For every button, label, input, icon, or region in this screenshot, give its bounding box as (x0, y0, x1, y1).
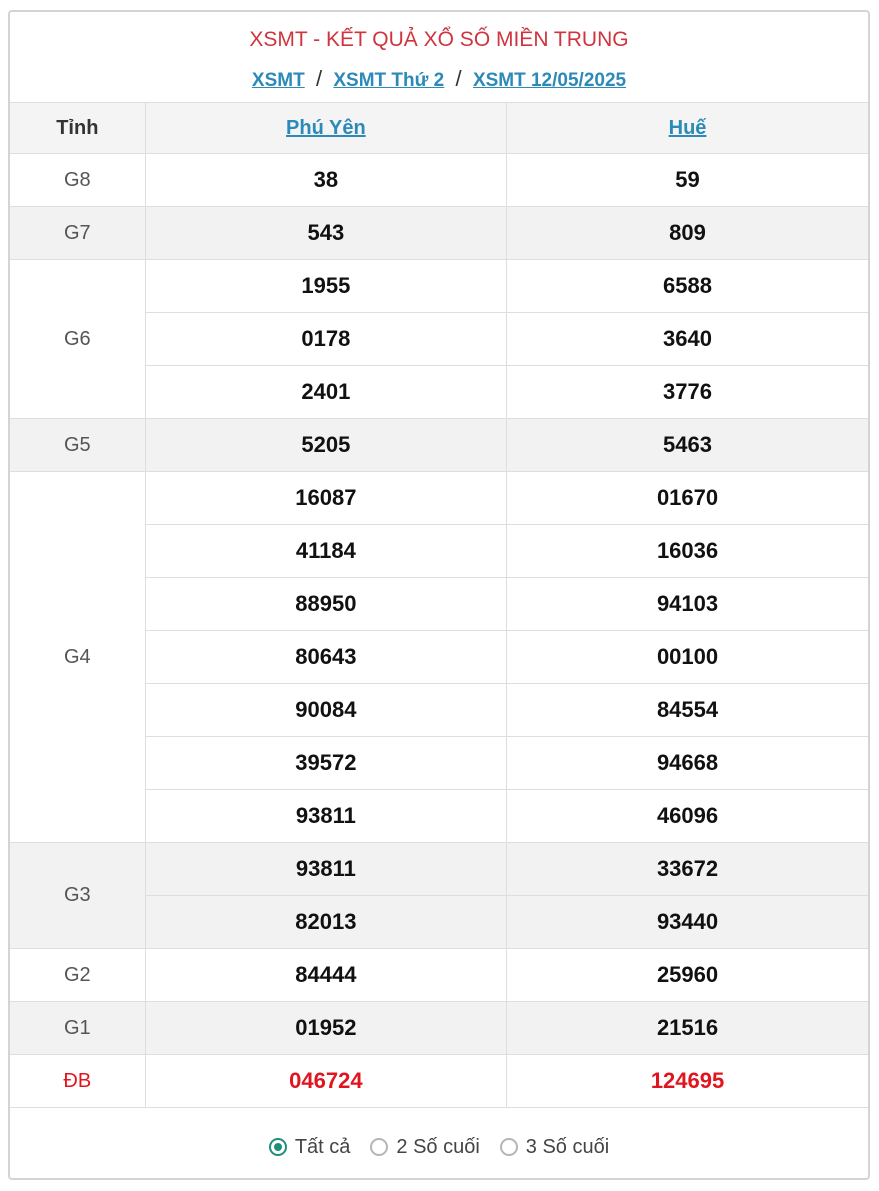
table-row (10, 1002, 868, 1055)
filter-option-label: 2 Số cuối (396, 1135, 480, 1158)
radio-unselected-icon[interactable] (500, 1138, 518, 1156)
result-phu-yen: 01952 (145, 1002, 506, 1055)
result-hue: 33672 (507, 843, 868, 896)
filter-option-label: 3 Số cuối (525, 1135, 610, 1158)
result-hue: 6588 (507, 260, 868, 313)
column-header-province: Tỉnh (10, 103, 145, 154)
result-phu-yen: 80643 (145, 631, 506, 684)
breadcrumb (10, 66, 868, 92)
digit-filter (10, 1116, 868, 1178)
column-header-hue (507, 103, 868, 154)
result-hue: 93440 (507, 896, 868, 949)
table-row (10, 472, 868, 525)
filter-option-label: Tất cả (294, 1135, 351, 1158)
breadcrumb-separator: / (315, 66, 323, 91)
table-row (10, 154, 868, 207)
result-hue: 00100 (507, 631, 868, 684)
result-hue: 124695 (507, 1055, 868, 1108)
result-hue: 01670 (507, 472, 868, 525)
breadcrumb-xsmt-date-link[interactable]: XSMT 12/05/2025 (472, 70, 627, 91)
table-row (10, 949, 868, 1002)
radio-selected-icon[interactable] (269, 1138, 287, 1156)
result-hue: 46096 (507, 790, 868, 843)
prize-label: G4 (10, 472, 145, 843)
breadcrumb-xsmt-thu2-link[interactable]: XSMT Thứ 2 (333, 70, 445, 91)
filter-option-last-2[interactable] (370, 1136, 479, 1159)
prize-label: ĐB (10, 1055, 145, 1108)
result-hue: 25960 (507, 949, 868, 1002)
result-phu-yen: 0178 (145, 313, 506, 366)
result-phu-yen: 41184 (145, 525, 506, 578)
prize-label: G2 (10, 949, 145, 1002)
result-hue: 59 (507, 154, 868, 207)
table-row (10, 419, 868, 472)
results-header (10, 12, 868, 102)
result-hue: 84554 (507, 684, 868, 737)
result-phu-yen: 84444 (145, 949, 506, 1002)
table-row (10, 260, 868, 313)
prize-label: G1 (10, 1002, 145, 1055)
prize-label: G8 (10, 154, 145, 207)
prize-label: G3 (10, 843, 145, 949)
results-table (10, 102, 868, 1108)
result-phu-yen: 93811 (145, 790, 506, 843)
radio-unselected-icon[interactable] (370, 1138, 388, 1156)
table-header-row (10, 103, 868, 154)
result-phu-yen: 90084 (145, 684, 506, 737)
table-row (10, 207, 868, 260)
result-phu-yen: 543 (145, 207, 506, 260)
filter-option-last-3[interactable] (500, 1136, 609, 1159)
results-card (8, 10, 870, 1180)
breadcrumb-xsmt-link[interactable]: XSMT (251, 70, 305, 91)
result-hue: 21516 (507, 1002, 868, 1055)
result-phu-yen: 2401 (145, 366, 506, 419)
table-row (10, 843, 868, 896)
result-phu-yen: 39572 (145, 737, 506, 790)
results-body (10, 154, 868, 1108)
result-hue: 94103 (507, 578, 868, 631)
result-phu-yen: 82013 (145, 896, 506, 949)
page-title: XSMT - KẾT QUẢ XỔ SỐ MIỀN TRUNG (249, 28, 629, 51)
table-row (10, 1055, 868, 1108)
province-link-phu-yen[interactable]: Phú Yên (286, 116, 366, 139)
prize-label: G5 (10, 419, 145, 472)
result-hue: 5463 (507, 419, 868, 472)
filter-option-all[interactable] (269, 1136, 351, 1159)
result-phu-yen: 16087 (145, 472, 506, 525)
result-hue: 3776 (507, 366, 868, 419)
prize-label: G7 (10, 207, 145, 260)
result-phu-yen: 88950 (145, 578, 506, 631)
result-hue: 16036 (507, 525, 868, 578)
breadcrumb-separator: / (455, 66, 462, 91)
result-phu-yen: 1955 (145, 260, 506, 313)
province-link-hue[interactable]: Huế (668, 116, 707, 139)
result-phu-yen: 046724 (145, 1055, 506, 1108)
result-hue: 3640 (507, 313, 868, 366)
result-hue: 94668 (507, 737, 868, 790)
result-phu-yen: 5205 (145, 419, 506, 472)
prize-label: G6 (10, 260, 145, 419)
result-phu-yen: 38 (145, 154, 506, 207)
result-hue: 809 (507, 207, 868, 260)
result-phu-yen: 93811 (145, 843, 506, 896)
column-header-phu-yen (145, 103, 506, 154)
